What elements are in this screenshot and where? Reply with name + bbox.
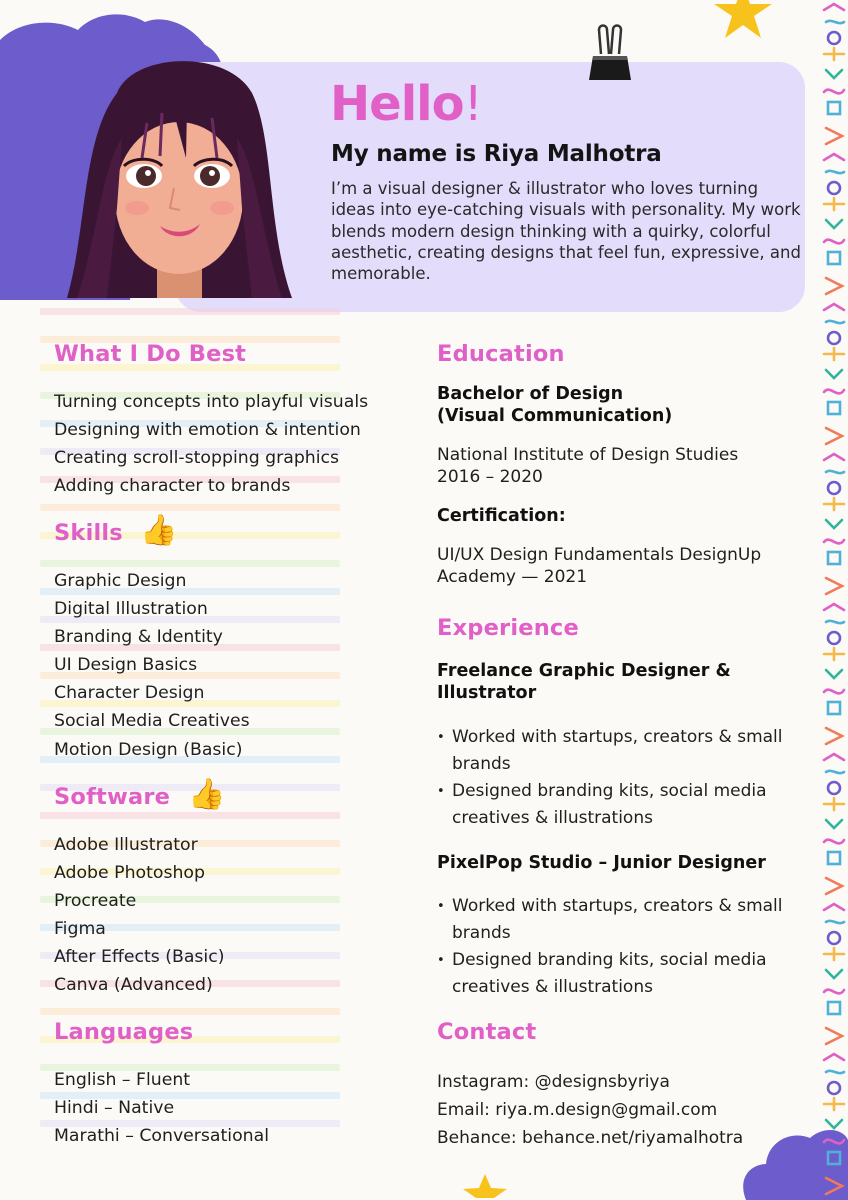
list-item: Adobe Illustrator (54, 835, 198, 855)
languages-heading: Languages (54, 1019, 194, 1045)
list-item: Designing with emotion & intention (54, 420, 361, 441)
avatar-illustration (62, 48, 297, 303)
software-heading: Software (54, 784, 171, 810)
name-heading: My name is Riya Malhotra (331, 141, 662, 167)
list-item: English – Fluent (54, 1070, 191, 1090)
list-item: Canva (Advanced) (54, 975, 213, 996)
job-bullets (437, 724, 783, 832)
job-title: PixelPop Studio – Junior Designer (437, 853, 766, 873)
school-info: National Institute of Design Studies 2016 – 2020 (437, 445, 739, 487)
list-item: • Worked with startups, creators & small brands (437, 893, 783, 947)
list-item: Digital Illustration (54, 599, 208, 620)
list-item: Adobe Photoshop (54, 863, 205, 884)
skills-heading: Skills (54, 520, 123, 546)
star-icon (460, 1170, 510, 1200)
doodle-border-pattern (820, 0, 848, 1200)
contact-info (437, 1068, 743, 1152)
hello-heading: Hello! (330, 76, 482, 132)
star-icon (712, 0, 774, 42)
list-item: Motion Design (Basic) (54, 739, 243, 760)
list-item: Creating scroll-stopping graphics (54, 448, 340, 469)
thumbs-up-icon: 👍 (188, 777, 226, 812)
certification-info: UI/UX Design Fundamentals DesignUp Academy — 2021 (437, 545, 762, 587)
software-list (54, 831, 224, 1000)
list-item: • Designed branding kits, social media creatives & illustrations (437, 778, 783, 832)
list-item: Graphic Design (54, 571, 187, 591)
what-i-do-list (54, 388, 368, 500)
list-item: UI Design Basics (54, 655, 198, 676)
contact-heading: Contact (437, 1019, 537, 1045)
email-link[interactable]: Email: riya.m.design@gmail.com (437, 1100, 718, 1120)
list-item: • Designed branding kits, social media creatives & illustrations (437, 947, 783, 1001)
instagram-link[interactable]: Instagram: @designsbyriya (437, 1072, 670, 1092)
list-item: Turning concepts into playful visuals (54, 392, 369, 412)
list-item: Procreate (54, 891, 137, 912)
skills-list (54, 567, 250, 764)
what-i-do-heading: What I Do Best (54, 341, 247, 367)
list-item: • Worked with startups, creators & small brands (437, 724, 783, 778)
certification-heading: Certification: (437, 506, 566, 526)
languages-list (54, 1066, 269, 1150)
behance-link[interactable]: Behance: behance.net/riyamalhotra (437, 1128, 744, 1148)
degree-title: Bachelor of Design (Visual Communication) (437, 384, 673, 426)
list-item: Figma (54, 919, 106, 940)
job-title: Freelance Graphic Designer & Illustrator (437, 661, 731, 703)
thumbs-up-icon: 👍 (140, 513, 178, 548)
job-bullets (437, 893, 783, 1001)
list-item: Marathi – Conversational (54, 1126, 269, 1147)
binder-clip-icon (585, 22, 635, 84)
list-item: After Effects (Basic) (54, 947, 225, 968)
education-heading: Education (437, 341, 565, 367)
list-item: Character Design (54, 683, 205, 704)
experience-heading: Experience (437, 615, 579, 641)
list-item: Branding & Identity (54, 627, 223, 648)
list-item: Social Media Creatives (54, 711, 250, 732)
list-item: Adding character to brands (54, 476, 291, 497)
list-item: Hindi – Native (54, 1098, 175, 1119)
intro-paragraph: I’m a visual designer & illustrator who loves turning ideas into eye-catching visuals with personality. My work blends modern design thinking with a quirky, colorful aesthetic, creating designs that feel fun, expressive, and memorable. (331, 179, 801, 284)
